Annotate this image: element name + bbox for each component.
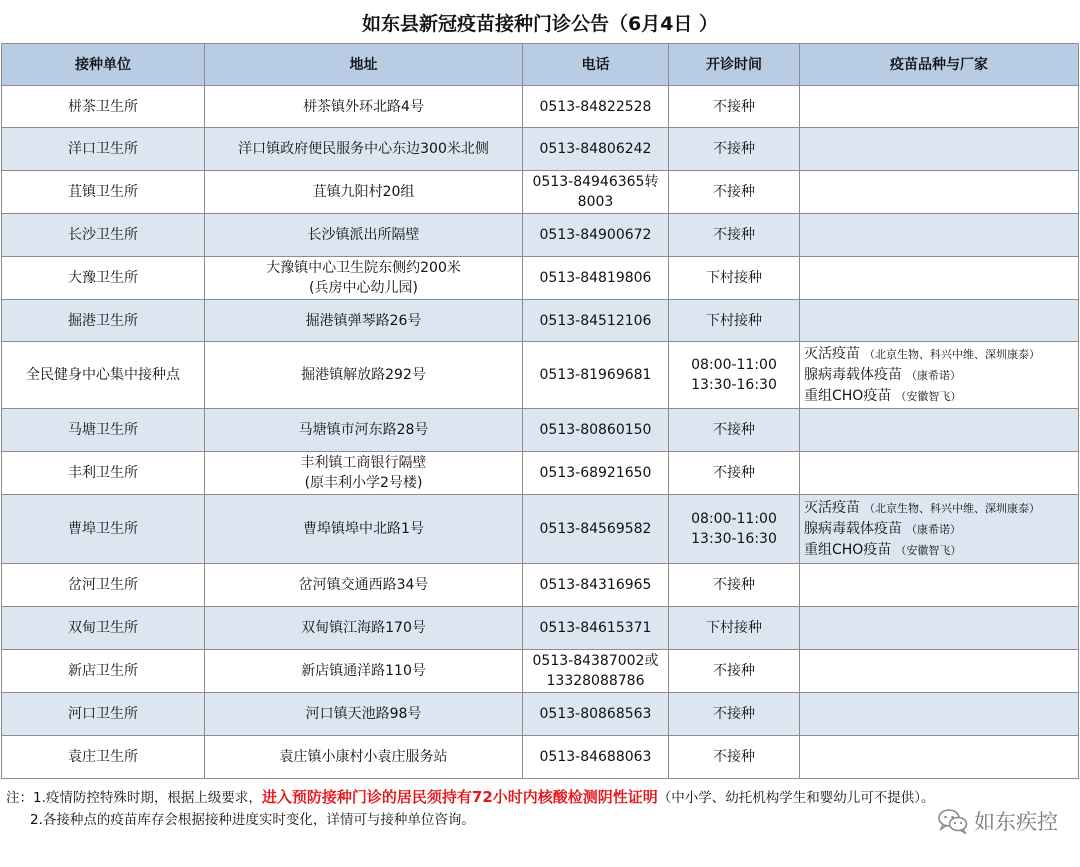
cell-unit: 河口卫生所 [2, 693, 205, 736]
cell-address [205, 495, 523, 564]
vaccine-maker: （北京生物、科兴中维、深圳康泰） [864, 501, 1040, 515]
cell-hours-line: 13:30-16:30 [691, 531, 777, 547]
cell-phone-line: 0513-84569582 [539, 521, 652, 537]
cell-address-line: (兵房中心幼儿园) [309, 280, 418, 296]
cell-vaccines [800, 564, 1079, 607]
table-row [2, 342, 1079, 409]
vaccine-entry [804, 498, 1076, 519]
table-row [2, 257, 1079, 300]
cell-unit: 曹埠卫生所 [2, 495, 205, 564]
cell-hours-line: 不接种 [713, 227, 755, 243]
vaccine-maker: （安徽智飞） [895, 543, 962, 557]
table-body [2, 86, 1079, 779]
cell-address-line: 新店镇通洋路110号 [301, 663, 426, 679]
cell-address [205, 86, 523, 128]
cell-address [205, 452, 523, 495]
cell-vaccines [800, 128, 1079, 171]
table-row [2, 128, 1079, 171]
cell-phone-line: 8003 [577, 194, 614, 210]
table-row [2, 171, 1079, 214]
cell-hours [669, 650, 800, 693]
cell-phone [523, 214, 669, 257]
cell-phone [523, 86, 669, 128]
cell-phone [523, 342, 669, 409]
vaccine-name: 重组CHO疫苗 [804, 387, 892, 404]
vaccine-name: 腺病毒载体疫苗 [804, 366, 902, 383]
page-title: 如东县新冠疫苗接种门诊公告（6月4日 ） [361, 12, 719, 35]
cell-address-line: 栟茶镇外环北路4号 [303, 98, 424, 115]
cell-phone-line: 0513-84387002或 [532, 653, 659, 669]
table-row [2, 607, 1079, 650]
notes [6, 786, 1076, 831]
cell-address [205, 693, 523, 736]
cell-vaccines [800, 86, 1079, 128]
vaccine-entry [804, 540, 1076, 561]
cell-address-line: 丰利镇工商银行隔壁 [300, 455, 427, 471]
cell-hours-line: 不接种 [713, 141, 755, 157]
header-phone: 电话 [523, 44, 669, 86]
cell-phone [523, 736, 669, 779]
cell-address [205, 257, 523, 300]
cell-phone [523, 607, 669, 650]
cell-address-line: 岔河镇交通西路34号 [298, 577, 429, 593]
cell-hours-line: 下村接种 [706, 312, 762, 329]
cell-vaccines [800, 650, 1079, 693]
cell-hours [669, 564, 800, 607]
vaccine-entry [804, 519, 1076, 540]
cell-hours-line: 不接种 [713, 749, 755, 765]
cell-phone-line: 0513-84615371 [539, 620, 652, 636]
cell-hours-line: 不接种 [713, 663, 755, 679]
cell-phone-line: 0513-84688063 [539, 749, 652, 765]
table-row [2, 452, 1079, 495]
cell-unit: 袁庄卫生所 [2, 736, 205, 779]
cell-address [205, 736, 523, 779]
cell-address [205, 128, 523, 171]
table-row [2, 650, 1079, 693]
cell-address-line: 双甸镇江海路170号 [301, 620, 426, 636]
vaccine-entry [804, 365, 1076, 386]
cell-hours-line: 08:00-11:00 [691, 357, 777, 373]
cell-vaccines [800, 736, 1079, 779]
cell-vaccines [800, 607, 1079, 650]
cell-address [205, 214, 523, 257]
cell-vaccines [800, 409, 1079, 452]
vaccine-entry [804, 386, 1076, 407]
cell-phone [523, 300, 669, 342]
cell-phone [523, 564, 669, 607]
note-line-1 [6, 786, 1076, 809]
cell-hours [669, 300, 800, 342]
cell-unit: 洋口卫生所 [2, 128, 205, 171]
wechat-icon [938, 808, 968, 834]
cell-hours [669, 171, 800, 214]
cell-vaccines [800, 693, 1079, 736]
cell-address [205, 564, 523, 607]
watermark-text: 如东疾控 [974, 810, 1058, 834]
cell-hours-line: 不接种 [713, 577, 755, 593]
note-line-2: 2.各接种点的疫苗库存会根据接种进度实时变化，详情可与接种单位咨询。 [30, 812, 475, 828]
cell-phone-line: 0513-84946365转 [532, 174, 659, 190]
cell-unit: 栟茶卫生所 [2, 86, 205, 128]
cell-address-line: 洋口镇政府便民服务中心东边300米北侧 [238, 141, 489, 157]
cell-phone [523, 171, 669, 214]
cell-unit: 新店卫生所 [2, 650, 205, 693]
vaccine-name: 灭活疫苗 [804, 499, 860, 516]
header-vaccines: 疫苗品种与厂家 [800, 44, 1079, 86]
vaccine-entry [804, 344, 1076, 365]
cell-unit: 双甸卫生所 [2, 607, 205, 650]
cell-hours [669, 495, 800, 564]
table-header-row [2, 44, 1079, 86]
watermark [938, 806, 1058, 836]
cell-address-line: 河口镇天池路98号 [305, 706, 422, 722]
cell-address-line: 苴镇九阳村20组 [312, 184, 415, 200]
cell-hours-line: 不接种 [713, 465, 755, 481]
cell-address [205, 300, 523, 342]
cell-unit: 丰利卫生所 [2, 452, 205, 495]
cell-vaccines [800, 171, 1079, 214]
cell-phone [523, 452, 669, 495]
note-1-highlight: 进入预防接种门诊的居民须持有72小时内核酸检测阴性证明 [261, 788, 658, 806]
cell-phone-line: 0513-68921650 [539, 465, 652, 481]
cell-unit: 大豫卫生所 [2, 257, 205, 300]
vaccine-maker: （安徽智飞） [895, 389, 962, 403]
cell-hours [669, 128, 800, 171]
cell-unit: 掘港卫生所 [2, 300, 205, 342]
cell-phone [523, 693, 669, 736]
vaccine-maker: （康希诺） [906, 368, 961, 382]
cell-hours-line: 13:30-16:30 [691, 377, 777, 393]
cell-hours [669, 607, 800, 650]
cell-phone-line: 0513-84512106 [539, 312, 652, 329]
table-row [2, 495, 1079, 564]
cell-phone-line: 0513-81969681 [539, 367, 652, 383]
cell-phone [523, 650, 669, 693]
cell-phone [523, 257, 669, 300]
cell-phone-line: 0513-80868563 [539, 706, 652, 722]
cell-vaccines [800, 214, 1079, 257]
table-row [2, 564, 1079, 607]
cell-hours [669, 736, 800, 779]
cell-address-line: 掘港镇弹琴路26号 [305, 312, 422, 329]
cell-vaccines [800, 257, 1079, 300]
cell-phone-line: 0513-84900672 [539, 227, 652, 243]
cell-address-line: 掘港镇解放路292号 [301, 367, 426, 383]
cell-phone-line: 0513-84819806 [539, 270, 652, 286]
cell-vaccines [800, 452, 1079, 495]
cell-address [205, 409, 523, 452]
cell-hours [669, 409, 800, 452]
cell-hours [669, 214, 800, 257]
cell-phone-line: 0513-84316965 [539, 577, 652, 593]
cell-vaccines [800, 300, 1079, 342]
vaccine-name: 重组CHO疫苗 [804, 541, 892, 558]
cell-phone-line: 0513-84822528 [539, 98, 652, 115]
cell-phone [523, 128, 669, 171]
vaccine-name: 灭活疫苗 [804, 345, 860, 362]
cell-address-line: 马塘镇市河东路28号 [298, 422, 429, 438]
vaccine-maker: （康希诺） [906, 522, 961, 536]
cell-phone [523, 495, 669, 564]
vaccine-maker: （北京生物、科兴中维、深圳康泰） [864, 347, 1040, 361]
cell-phone [523, 409, 669, 452]
cell-address-line: 长沙镇派出所隔壁 [307, 227, 420, 243]
cell-hours [669, 257, 800, 300]
cell-unit: 马塘卫生所 [2, 409, 205, 452]
table-row [2, 693, 1079, 736]
table-row [2, 214, 1079, 257]
cell-vaccines [800, 495, 1079, 564]
header-hours: 开诊时间 [669, 44, 800, 86]
header-address: 地址 [205, 44, 523, 86]
cell-address-line: 曹埠镇埠中北路1号 [303, 521, 424, 537]
cell-hours-line: 08:00-11:00 [691, 511, 777, 527]
cell-hours-line: 不接种 [713, 184, 755, 200]
cell-address-line: (原丰利小学2号楼) [304, 475, 423, 491]
cell-hours [669, 452, 800, 495]
cell-hours-line: 不接种 [713, 422, 755, 438]
cell-address [205, 342, 523, 409]
cell-address [205, 650, 523, 693]
cell-address [205, 171, 523, 214]
cell-hours [669, 342, 800, 409]
vaccine-name: 腺病毒载体疫苗 [804, 520, 902, 537]
cell-vaccines [800, 342, 1079, 409]
cell-phone-line: 0513-80860150 [539, 422, 652, 438]
table-row [2, 736, 1079, 779]
table-row [2, 86, 1079, 128]
cell-address [205, 607, 523, 650]
table-row [2, 409, 1079, 452]
cell-unit: 岔河卫生所 [2, 564, 205, 607]
note-1-suffix: （中小学、幼托机构学生和婴幼儿可不提供）。 [657, 790, 935, 806]
cell-unit: 长沙卫生所 [2, 214, 205, 257]
note-1-prefix: 注：1.疫情防控特殊时期，根据上级要求， [6, 790, 262, 806]
cell-phone-line: 13328088786 [546, 673, 645, 689]
header-unit: 接种单位 [2, 44, 205, 86]
cell-phone-line: 0513-84806242 [539, 141, 652, 157]
cell-hours-line: 下村接种 [706, 620, 762, 636]
cell-hours-line: 不接种 [713, 706, 755, 722]
cell-address-line: 袁庄镇小康村小袁庄服务站 [279, 749, 448, 765]
cell-address-line: 大豫镇中心卫生院东侧约200米 [266, 260, 461, 276]
cell-unit: 苴镇卫生所 [2, 171, 205, 214]
cell-hours [669, 86, 800, 128]
cell-hours [669, 693, 800, 736]
cell-hours-line: 下村接种 [706, 270, 762, 286]
cell-hours-line: 不接种 [713, 98, 755, 115]
cell-unit: 全民健身中心集中接种点 [2, 342, 205, 409]
table-row [2, 300, 1079, 342]
clinic-table [1, 43, 1079, 779]
